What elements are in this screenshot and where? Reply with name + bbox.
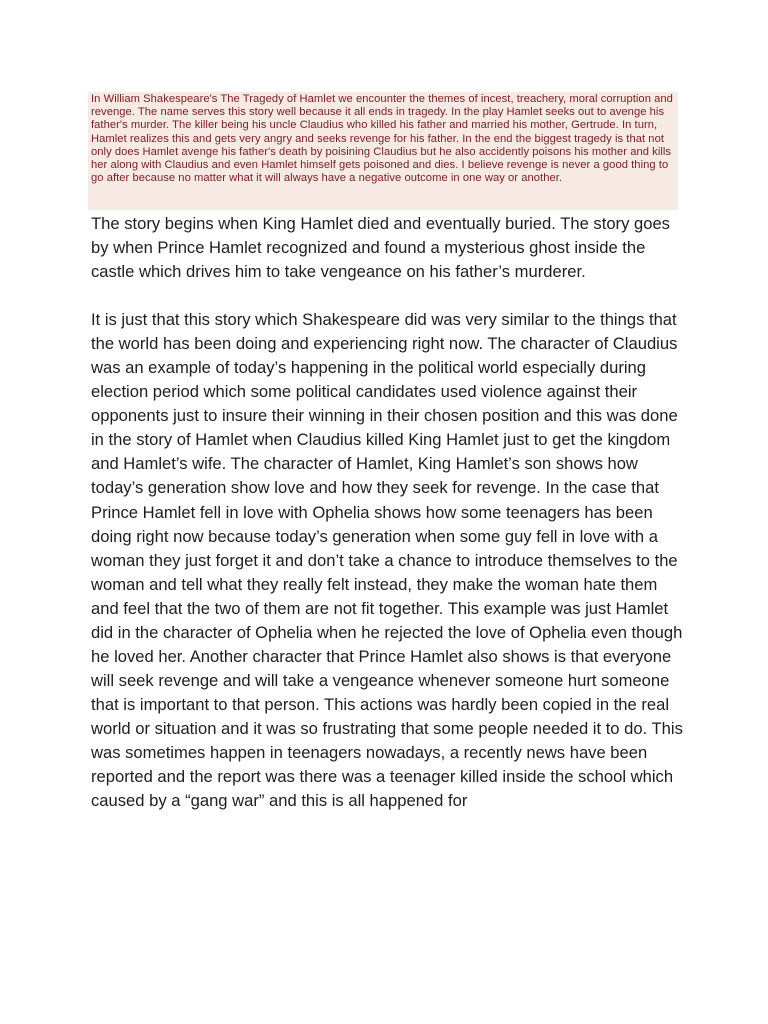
essay-body [91, 212, 683, 813]
essay-paragraph-1: The story begins when King Hamlet died and eventually buried. The story goes by when Prince Hamlet recognized and found a mysterious ghost inside the castle which drives him to take vengeance on his father’s murderer. [91, 214, 670, 282]
summary-paragraph: In William Shakespeare's The Tragedy of Hamlet we encounter the themes of incest, treachery, moral corruption and revenge. The name serves this story well because it all ends in tragedy. In the play Hamlet seeks out to avenge his father's murder. The killer being his uncle Claudius who killed his father and married his mother, Gertrude. In turn, Hamlet realizes this and gets very angry and seeks revenge for his father. In the end the biggest tragedy is that not only does Hamlet avenge his father's death by poisining Claudius but he also accidently poisons his mother and kills her along with Claudius and even Hamlet himself gets poisoned and dies. I believe revenge is never a good thing to go after because no matter what it will always have a negative outcome in one way or another. [91, 93, 673, 185]
paragraph-spacer [91, 284, 683, 308]
highlighted-summary-box [88, 92, 678, 210]
essay-paragraph-2: It is just that this story which Shakespeare did was very similar to the things that the world has been doing and experiencing right now. The character of Claudius was an example of today’s happening in the political world especially during election period which some political candidates used violence against their opponents just to insure their winning in their chosen position and this was done in the story of Hamlet when Claudius killed King Hamlet just to get the kingdom and Hamlet’s wife. The character of Hamlet, King Hamlet’s son shows how today’s generation show love and how they seek for revenge. In the case that Prince Hamlet fell in love with Ophelia shows how some teenagers has been doing right now because today’s generation when some guy fell in love with a woman they just forget it and don’t take a chance to introduce themselves to the woman and tell what they really felt instead, they make the woman hate them and feel that the two of them are not fit together. This example was just Hamlet did in the character of Ophelia when he rejected the love of Ophelia even though he loved her. Another character that Prince Hamlet also shows is that everyone will seek revenge and will take a vengeance whenever someone hurt someone that is important to that person. This actions was hardly been copied in the real world or situation and it was so frustrating that some people needed it to do. This was sometimes happen in teenagers nowadays, a recently news have been reported and the report was there was a teenager killed inside the school which caused by a “gang war” and this is all happened for [91, 310, 683, 811]
